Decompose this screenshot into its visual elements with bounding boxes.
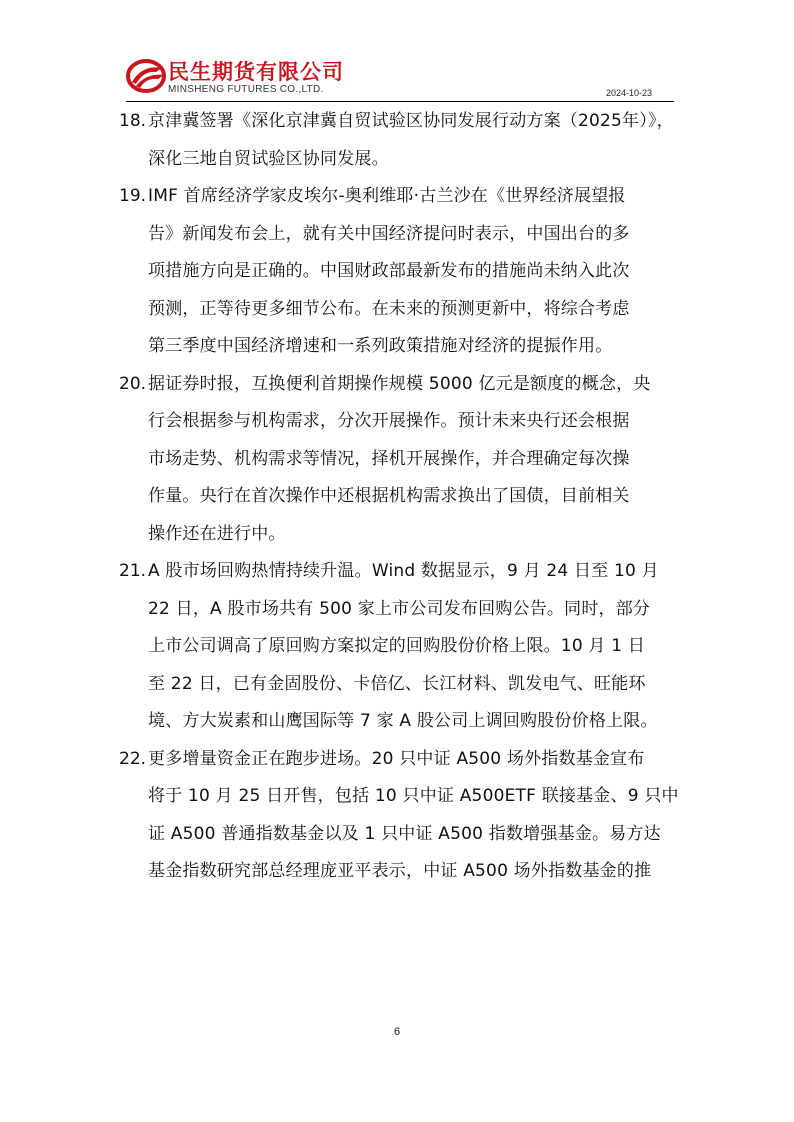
- news-item-22: [119, 741, 684, 891]
- item-text-line: 行会根据参与机构需求，分次开展操作。预计未来央行还会根据: [148, 411, 630, 431]
- item-text-line: A 股市场回购热情持续升温。Wind 数据显示，9 月 24 日至 10 月: [148, 561, 659, 581]
- item-text-line: 证 A500 普通指数基金以及 1 只中证 A500 指数增强基金。易方达: [148, 823, 661, 844]
- news-list: [119, 103, 684, 891]
- item-text-line: 据证券时报，互换便利首期操作规模 5000 亿元是额度的概念，央: [148, 373, 651, 394]
- item-number: 21.: [119, 561, 147, 581]
- item-number: 20.: [119, 373, 147, 394]
- news-item-19: [119, 178, 684, 366]
- header-divider: [126, 101, 674, 102]
- item-text-line: 告》新闻发布会上，就有关中国经济提问时表示，中国出台的多: [148, 223, 630, 244]
- item-text-line: IMF 首席经济学家皮埃尔-奥利维耶·古兰沙在《世界经济展望报: [148, 186, 626, 206]
- company-name-en: MINSHENG FUTURES CO.,LTD.: [168, 84, 324, 95]
- minsheng-logo-icon: [126, 58, 166, 94]
- news-item-20: [119, 366, 684, 554]
- page-number: 6: [393, 1026, 401, 1038]
- item-text-line: 将于 10 月 25 日开售，包括 10 只中证 A500ETF 联接基金、9 只中: [148, 786, 679, 806]
- item-number: 19.: [119, 186, 147, 206]
- item-number: 22.: [119, 748, 147, 769]
- item-text-line: 京津冀签署《深化京津冀自贸试验区协同发展行动方案（2025年）》，: [148, 111, 674, 131]
- company-name-cn: 民生期货有限公司: [168, 60, 344, 84]
- item-text-line: 作量。央行在首次操作中还根据机构需求换出了国债，目前相关: [148, 486, 630, 506]
- news-item-21: [119, 553, 684, 741]
- item-text-line: 第三季度中国经济增速和一系列政策措施对经济的提振作用。: [148, 336, 613, 356]
- item-text-line: 境、方大炭素和山鹰国际等 7 家 A 股公司上调回购股份价格上限。: [148, 711, 658, 731]
- page-header: [126, 56, 674, 102]
- item-number: 18.: [119, 111, 147, 131]
- item-text-line: 基金指数研究部总经理庞亚平表示，中证 A500 场外指数基金的推: [148, 861, 652, 881]
- news-item-18: [119, 103, 684, 178]
- item-text-line: 市场走势、机构需求等情况，择机开展操作，并合理确定每次操: [148, 448, 630, 469]
- item-text-line: 上市公司调高了原回购方案拟定的回购股份价格上限。10 月 1 日: [148, 636, 646, 656]
- item-text-line: 至 22 日，已有金固股份、卡倍亿、长江材料、凯发电气、旺能环: [148, 673, 646, 694]
- report-date: 2024-10-23: [605, 88, 652, 98]
- item-text-line: 项措施方向是正确的。中国财政部最新发布的措施尚未纳入此次: [148, 261, 630, 281]
- item-text-line: 深化三地自贸试验区协同发展。: [148, 148, 389, 169]
- item-text-line: 操作还在进行中。: [148, 523, 286, 544]
- item-text-line: 22 日，A 股市场共有 500 家上市公司发布回购公告。同时，部分: [148, 598, 651, 619]
- item-text-line: 预测，正等待更多细节公布。在未来的预测更新中，将综合考虑: [148, 298, 630, 319]
- item-text-line: 更多增量资金正在跑步进场。20 只中证 A500 场外指数基金宣布: [148, 748, 645, 769]
